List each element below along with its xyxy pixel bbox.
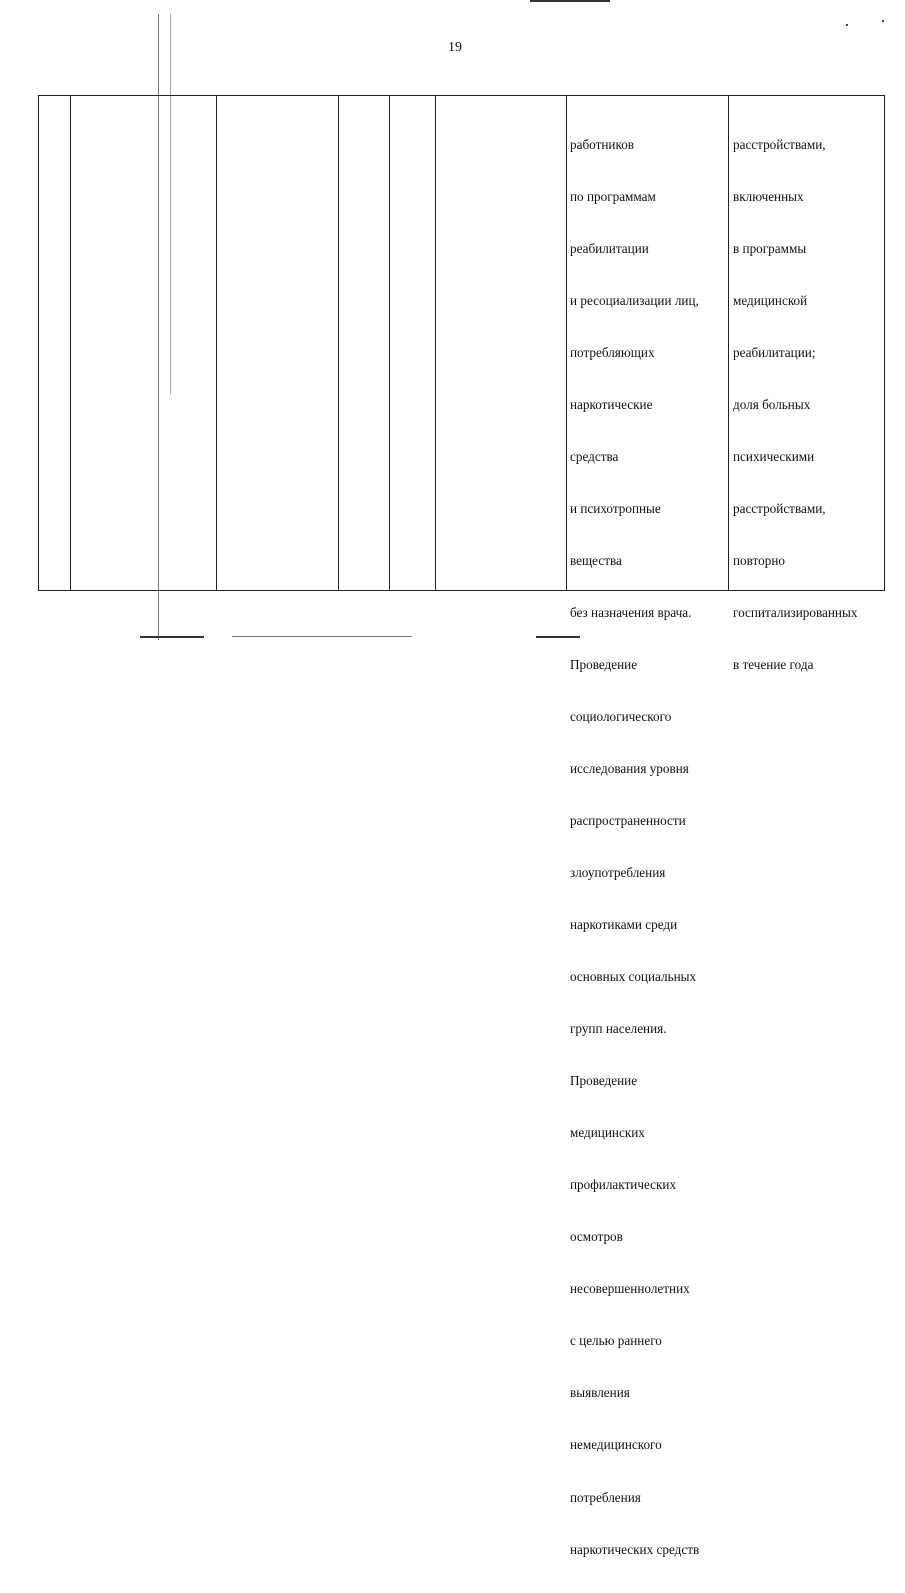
text-line: основных социальных bbox=[570, 969, 697, 985]
column-divider bbox=[338, 96, 339, 590]
cell-indicators bbox=[733, 101, 857, 708]
column-divider bbox=[728, 96, 729, 590]
text-line: осмотров bbox=[570, 1229, 623, 1245]
text-line: групп населения. bbox=[570, 1021, 667, 1037]
text-line: включенных bbox=[733, 188, 804, 204]
text-line: с целью раннего bbox=[570, 1333, 662, 1349]
text-line: распространенности bbox=[570, 813, 686, 829]
text-line: профилактических bbox=[570, 1177, 677, 1193]
text-line: немедицинского bbox=[570, 1437, 662, 1453]
scan-speck bbox=[882, 20, 884, 22]
text-line: злоупотребления bbox=[570, 865, 666, 881]
text-line: медицинских bbox=[570, 1125, 645, 1141]
text-line: вещества bbox=[570, 552, 622, 568]
text-line: в программы bbox=[733, 240, 807, 256]
column-divider bbox=[435, 96, 436, 590]
text-line: Проведение bbox=[570, 657, 638, 672]
text-line: повторно bbox=[733, 552, 785, 568]
scan-speck bbox=[846, 24, 848, 26]
text-line: и психотропные bbox=[570, 500, 661, 516]
text-line: медицинской bbox=[733, 292, 808, 308]
text-line: госпитализированных bbox=[733, 604, 858, 620]
text-line: Проведение bbox=[570, 1073, 638, 1089]
text-line: выявления bbox=[570, 1385, 630, 1401]
page-number: 19 bbox=[448, 40, 462, 55]
text-line: наркотиками среди bbox=[570, 917, 678, 933]
text-line: средства bbox=[570, 448, 619, 464]
text-line: расстройствами, bbox=[733, 136, 826, 152]
scan-edge-mark bbox=[140, 636, 204, 638]
text-line: в течение года bbox=[733, 657, 814, 672]
text-line: исследования уровня bbox=[570, 761, 689, 777]
text-line: по программам bbox=[570, 188, 656, 204]
text-line: потребляющих bbox=[570, 344, 655, 360]
scan-edge-mark bbox=[232, 636, 412, 637]
column-divider bbox=[566, 96, 567, 590]
text-line: психическими bbox=[733, 448, 815, 464]
text-line: наркотических средств bbox=[570, 1541, 700, 1557]
cell-activities bbox=[570, 101, 699, 1593]
text-line: несовершеннолетних bbox=[570, 1281, 690, 1297]
text-line: без назначения врача. bbox=[570, 604, 692, 620]
text-line: расстройствами, bbox=[733, 500, 826, 516]
column-divider bbox=[389, 96, 390, 590]
text-line: наркотические bbox=[570, 396, 653, 412]
text-line: и ресоциализации лиц, bbox=[570, 292, 699, 308]
column-divider bbox=[70, 96, 71, 590]
scan-edge-mark bbox=[530, 0, 610, 2]
text-line: социологического bbox=[570, 709, 672, 725]
text-line: доля больных bbox=[733, 396, 811, 412]
text-line: реабилитации bbox=[570, 240, 649, 256]
column-divider bbox=[216, 96, 217, 590]
text-line: реабилитации; bbox=[733, 344, 816, 360]
document-table bbox=[38, 95, 885, 1557]
text-line: работников bbox=[570, 136, 635, 152]
text-line: потребления bbox=[570, 1489, 641, 1505]
